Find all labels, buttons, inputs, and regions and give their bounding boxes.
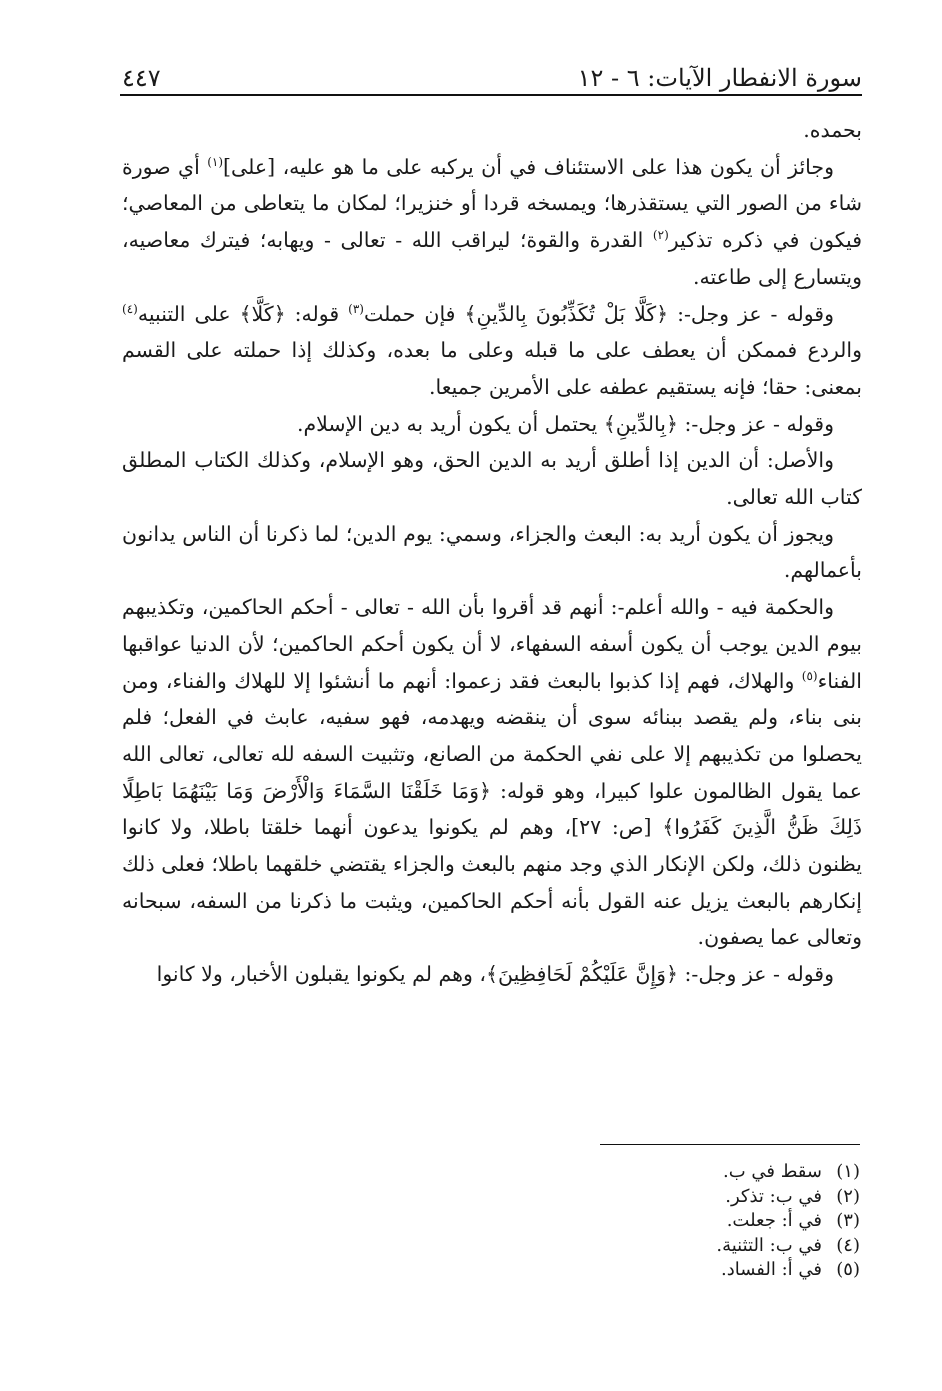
- footnote-number: (١): [836, 1161, 860, 1182]
- text-run: والحكمة فيه - والله أعلم-: أنهم قد أقروا بأن الله - تعالى - أحكم الحاكمين، وتكذيبهم بيوم الدين يوجب أن يكون أسفه السفهاء، لا أن يكون أحكم الحاكمين؛ لأن الدنيا عواقبها الفناء: [122, 595, 862, 693]
- text-run: والردع فممكن أن يعطف على ما قبله وعلى ما بعده، وكذلك إذا حملته على القسم بمعنى: حقا؛ فإنه يستقيم عطفه على الأمرين جميعا.: [122, 338, 862, 399]
- text-run: وقوله - عز وجل-: ﴿كَلَّا بَلْ تُكَذِّبُونَ بِالدِّينِ﴾ فإن حملت: [363, 301, 834, 326]
- paragraph-2: [122, 149, 862, 296]
- footnote-number: (٥): [836, 1259, 860, 1280]
- footnote-ref-1: (١): [207, 154, 224, 169]
- footnote-ref-3: (٣): [348, 301, 364, 316]
- footnote-text: في ب: تذكر.: [725, 1185, 822, 1207]
- paragraph-7: [122, 589, 862, 956]
- footnote-ref-2: (٢): [652, 228, 669, 243]
- footnote-number: (٢): [836, 1185, 860, 1207]
- footnote-number: (٤): [836, 1234, 860, 1256]
- footnote-number: (٣): [836, 1210, 860, 1231]
- paragraph-1: بحمده.: [803, 118, 862, 142]
- text-run: وجائز أن يكون هذا على الاستئناف في أن يركبه على ما هو عليه، [على]: [223, 154, 834, 179]
- text-run: أي صورة شاء من الصور التي يستقذرها؛ ويمسخه قردا أو خنزيرا؛ لمكان ما يتعاطى من المعاصي؛ فيكون في ذكره تذكير: [122, 154, 862, 253]
- footnote-text: في ب: التثنية.: [716, 1234, 822, 1256]
- paragraph-6: ويجوز أن يكون أريد به: البعث والجزاء، وسمي: يوم الدين؛ لما ذكرنا أن الناس يدانون بأعمالهم.: [122, 521, 862, 583]
- footnote-1: [560, 1160, 860, 1185]
- footnotes: [560, 1160, 860, 1283]
- text-run: قوله: ﴿كَلَّا﴾ على التنبيه: [137, 301, 349, 326]
- footnote-5: [560, 1258, 860, 1283]
- footnote-text: في أ: جعلت.: [726, 1210, 822, 1231]
- footnote-ref-5: (٥): [801, 668, 818, 683]
- footnote-text: في أ: الفساد.: [721, 1259, 822, 1280]
- main-text: [122, 112, 862, 993]
- paragraph-4: وقوله - عز وجل-: ﴿بِالدِّينِ﴾ يحتمل أن يكون أريد به دين الإسلام.: [296, 411, 834, 436]
- running-header: [122, 56, 862, 92]
- text-run: القدرة والقوة؛ ليراقب الله - تعالى - ويهابه؛ فيترك معاصيه، ويتسارع إلى طاعته.: [122, 228, 862, 289]
- paragraph-5: والأصل: أن الدين إذا أطلق أريد به الدين الحق، وهو الإسلام، وكذلك الكتاب المطلق كتاب الله تعالى.: [122, 448, 862, 510]
- footnote-3: [560, 1209, 860, 1234]
- paragraph-8: وقوله - عز وجل-: ﴿وَإِنَّ عَلَيْكُمْ لَحَافِظِينَ﴾، وهم لم يكونوا يقبلون الأخبار، ولا كانوا: [156, 962, 834, 987]
- footnote-2: [560, 1185, 860, 1210]
- paragraph-3: [122, 296, 862, 406]
- header-title: سورة الانفطار الآيات: ٦ - ١٢: [577, 64, 862, 92]
- footnote-4: [560, 1234, 860, 1259]
- text-run: والهلاك، فهم إذا كذبوا بالبعث فقد زعموا: أنهم ما أنشئوا إلا للهلاك والفناء، ومن بنى بناء، ولم يقصد ببنائه سوى أن ينقضه ويهدمه، فهو سفيه، عابث في الفعل؛ فلم يحصلوا من تكذيبهم إلا على نفي الحكمة من الصانع، وتثبيت السفه لله تعالى، تعالى الله عما يقول الظالمون علوا كبيرا، وهو قوله: ﴿وَمَا خَلَقْنَا السَّمَاءَ وَالْأَرْضَ وَمَا بَيْنَهُمَا بَاطِلًا ذَلِكَ ظَنُّ الَّذِينَ كَفَرُوا﴾ [ص: ٢٧]، وهم لم يكونوا يدعون أنهما خلقتا باطلا، ولا كانوا يظنون ذلك، ولكن الإنكار الذي وجد منهم بالبعث والجزاء يقتضي خلقهما باطلا؛ فعلى ذلك إنكارهم بالبعث يزيل عنه القول بأنه أحكم الحاكمين، ويثبت ما ذكرنا من السفه، سبحانه وتعالى عما يصفون.: [122, 668, 863, 950]
- header-rule: [120, 94, 862, 96]
- footnote-text: سقط في ب.: [723, 1161, 822, 1182]
- footnote-ref-4: (٤): [122, 301, 138, 316]
- footnote-rule: [600, 1144, 860, 1145]
- page-number: ٤٤٧: [122, 64, 161, 92]
